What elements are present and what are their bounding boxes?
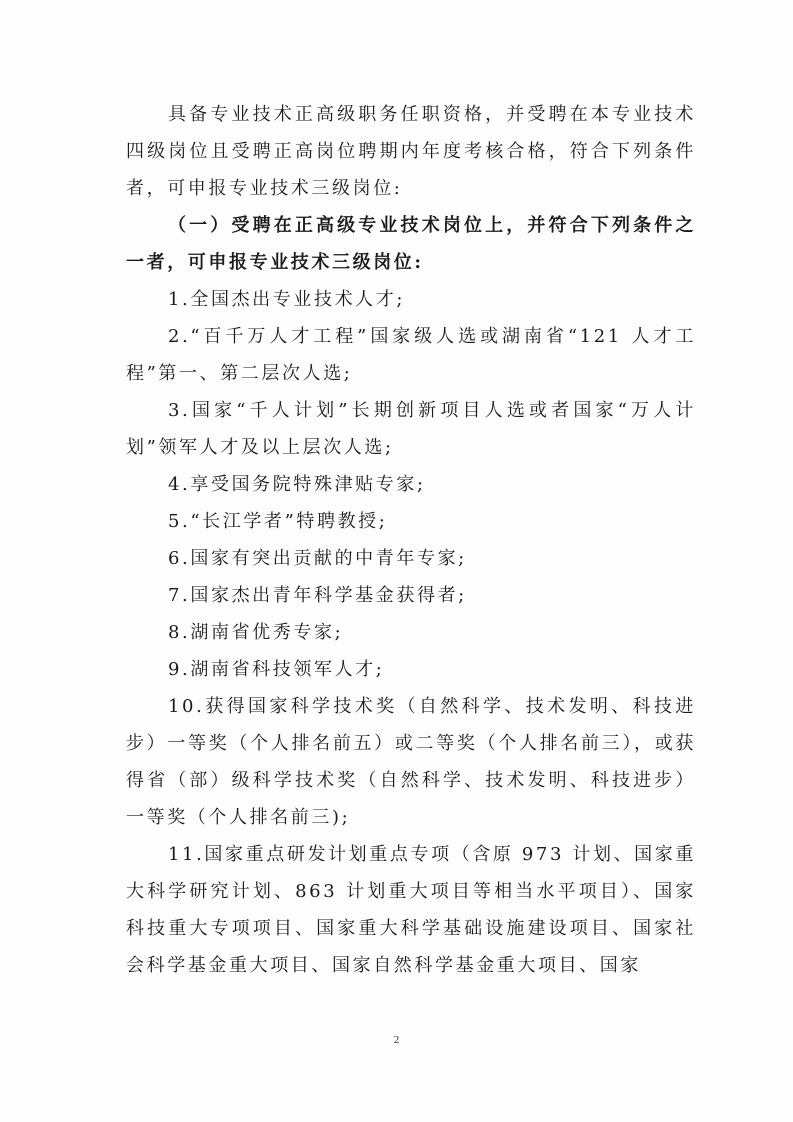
section-heading-1: （一）受聘在正高级专业技术岗位上，并符合下列条件之一者，可申报专业技术三级岗位: [126, 215, 696, 273]
document-body [126, 96, 696, 984]
page-number: 2 [393, 1034, 400, 1046]
list-item-5: 5.“长江学者”特聘教授; [168, 511, 388, 532]
list-item-8: 8.湖南省优秀专家; [168, 622, 344, 643]
paragraph-intro: 具备专业技术正高级职务任职资格，并受聘在本专业技术四级岗位且受聘正高岗位聘期内年度考核合格，符合下列条件者，可申报专业技术三级岗位: [126, 104, 696, 199]
list-item-2: 2.“百千万人才工程”国家级人选或湖南省“121 人才工程”第一、第二层次人选; [126, 326, 696, 384]
list-item-3: 3.国家“千人计划”长期创新项目人选或者国家“万人计划”领军人才及以上层次人选; [126, 400, 696, 458]
list-item-1: 1.全国杰出专业技术人才; [168, 289, 406, 310]
list-item-7: 7.国家杰出青年科学基金获得者; [168, 585, 467, 606]
list-item-6: 6.国家有突出贡献的中青年专家; [168, 548, 467, 569]
list-item-11: 11.国家重点研发计划重点专项（含原 973 计划、国家重大科学研究计划、863 计划重大项目等相当水平项目）、国家科技重大专项项目、国家重大科学基础设施建设项目、国家社会科学基金重大项目、国家自然科学基金重大项目、国家 [126, 844, 696, 976]
list-item-9: 9.湖南省科技领军人才; [168, 659, 385, 680]
list-item-4: 4.享受国务院特殊津贴专家; [168, 474, 426, 495]
list-item-10: 10.获得国家科学技术奖（自然科学、技术发明、科技进步）一等奖（个人排名前五）或二等奖（个人排名前三），或获得省（部）级科学技术奖（自然科学、技术发明、科技进步）一等奖（个人排名前三); [126, 696, 696, 828]
